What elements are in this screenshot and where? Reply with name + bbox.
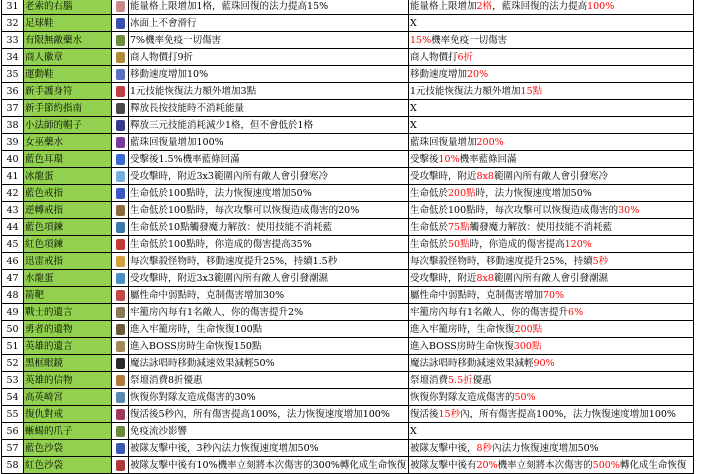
effect-text: 受擊後: [410, 153, 439, 165]
item-name: 紅色項鍊: [24, 236, 112, 253]
original-effect: 被隊友擊中後，3秒內法力恢復速度增加50%: [129, 440, 409, 457]
item-icon-cell: [112, 134, 129, 151]
sandbag-icon: [116, 460, 125, 471]
token-icon: [116, 375, 125, 386]
modified-effect: [409, 202, 694, 219]
changed-value: 6折: [457, 51, 474, 63]
item-name: 水龍蛋: [24, 270, 112, 287]
effect-text: 被隊友擊中後，: [410, 442, 477, 454]
item-icon-cell: [112, 355, 129, 372]
effect-text: X: [410, 119, 417, 131]
item-name: 藍色沙袋: [24, 440, 112, 457]
effect-text: 移動速度增加: [410, 68, 468, 80]
item-icon-cell: [112, 440, 129, 457]
item-icon-cell: [112, 287, 129, 304]
original-effect: 牢籠房內每有1名敵人，你的傷害提升2%: [129, 304, 409, 321]
modified-effect: [409, 355, 694, 372]
row-number: 31: [2, 0, 24, 15]
table-row: [2, 202, 694, 219]
row-number: 47: [2, 270, 24, 287]
table-row: [2, 168, 694, 185]
item-icon-cell: [112, 372, 129, 389]
effect-text: X: [410, 425, 417, 437]
table-row: [2, 304, 694, 321]
effect-text: 生命低於: [410, 238, 449, 250]
sandbag-icon: [116, 443, 125, 454]
original-effect: 魔法詠唱時移動減速效果減輕50%: [129, 355, 409, 372]
earring-icon: [116, 154, 125, 165]
item-icon-cell: [112, 423, 129, 440]
effect-text: 被隊友擊中後有: [410, 459, 477, 471]
modified-effect: [409, 287, 694, 304]
target-icon: [116, 290, 125, 301]
item-icon-cell: [112, 270, 129, 287]
original-effect: 每次擊殺怪物時，移動速度提升25%，持續1.5秒: [129, 253, 409, 270]
table-row: [2, 134, 694, 151]
item-name: 商人徽章: [24, 49, 112, 66]
effect-text: 範圍內所有敵人會引發寒冷: [493, 170, 608, 182]
item-icon-cell: [112, 185, 129, 202]
row-number: 36: [2, 83, 24, 100]
item-name: 女巫藥水: [24, 134, 112, 151]
modified-effect: [409, 321, 694, 338]
row-number: 56: [2, 423, 24, 440]
table-row: [2, 338, 694, 355]
table-row: [2, 236, 694, 253]
item-name: 逆轉戒指: [24, 202, 112, 219]
modified-effect: [409, 457, 694, 474]
effect-text: 受攻擊時，附近: [410, 170, 477, 182]
original-effect: 藍珠回復量增加100%: [129, 134, 409, 151]
original-effect: 祭壇消費8折優惠: [129, 372, 409, 389]
table-row: [2, 219, 694, 236]
relic-icon: [116, 324, 125, 335]
changed-value: 100%: [587, 0, 615, 12]
potion-icon: [116, 137, 125, 148]
table-row: [2, 440, 694, 457]
row-number: 41: [2, 168, 24, 185]
table-row: [2, 389, 694, 406]
item-name: 高英崎宮: [24, 389, 112, 406]
item-name: 老索的右腦: [24, 0, 112, 15]
item-table-body: [2, 0, 694, 474]
effect-text: ，藍珠回復的法力提高: [492, 0, 588, 12]
item-name: 黑框眼鏡: [24, 355, 112, 372]
modified-effect: [409, 304, 694, 321]
table-row: [2, 185, 694, 202]
hat-icon: [116, 120, 125, 131]
row-number: 44: [2, 219, 24, 236]
item-name: 有限無敵藥水: [24, 32, 112, 49]
row-number: 45: [2, 236, 24, 253]
original-effect: 釋放長按技能時不消耗能量: [129, 100, 409, 117]
scroll-icon: [116, 307, 125, 318]
item-icon-cell: [112, 338, 129, 355]
effect-text: 觸發魔力解放：使用技能不消耗藍: [469, 221, 613, 233]
row-number: 48: [2, 287, 24, 304]
effect-text: 生命低於: [410, 187, 449, 199]
table-row: [2, 423, 694, 440]
item-name: 新手節約指南: [24, 100, 112, 117]
ring-icon: [116, 205, 125, 216]
effect-text: 商人物價打: [410, 51, 458, 63]
changed-value: 15點: [520, 85, 543, 97]
item-name: 藍色戒指: [24, 185, 112, 202]
row-number: 57: [2, 440, 24, 457]
effect-text: 範圍內所有敵人會引發潮濕: [493, 272, 608, 284]
item-icon-cell: [112, 406, 129, 423]
row-number: 39: [2, 134, 24, 151]
effect-text: 恢復你對隊友造成傷害的: [410, 391, 515, 403]
modified-effect: [409, 440, 694, 457]
changed-value: 10%: [438, 153, 460, 165]
modified-effect: [409, 117, 694, 134]
table-row: [2, 270, 694, 287]
item-name: 冰龍蛋: [24, 168, 112, 185]
row-number: 35: [2, 66, 24, 83]
modified-effect: [409, 253, 694, 270]
modified-effect: [409, 49, 694, 66]
item-icon-cell: [112, 0, 129, 15]
changed-value: 8x8: [476, 170, 494, 182]
row-number: 58: [2, 457, 24, 474]
changed-value: 500%: [592, 459, 620, 471]
item-icon-cell: [112, 66, 129, 83]
effect-text: 屬性命中弱點時，克制傷害增加: [410, 289, 544, 301]
item-icon-cell: [112, 321, 129, 338]
item-icon-cell: [112, 389, 129, 406]
item-name: 英雄的遺言: [24, 338, 112, 355]
original-effect: 生命低於100點時，你造成的傷害提高35%: [129, 236, 409, 253]
table-row: [2, 66, 694, 83]
table-row: [2, 117, 694, 134]
effect-text: 魔法詠唱時移動減速效果減輕: [410, 357, 534, 369]
item-icon-cell: [112, 15, 129, 32]
row-number: 34: [2, 49, 24, 66]
item-name: 新手護身符: [24, 83, 112, 100]
item-name: 勇者的遺物: [24, 321, 112, 338]
original-effect: 生命低於10點觸發魔力解放：使用技能不消耗藍: [129, 219, 409, 236]
changed-value: 200點: [448, 187, 476, 199]
item-table: [1, 0, 694, 474]
changed-value: 20%: [467, 68, 489, 80]
modified-effect: [409, 270, 694, 287]
original-effect: 7%機率免疫一切傷害: [129, 32, 409, 49]
table-row: [2, 253, 694, 270]
changed-value: 8秒: [476, 442, 493, 454]
modified-effect: [409, 168, 694, 185]
modified-effect: [409, 15, 694, 32]
effect-text: X: [410, 17, 417, 29]
necklace-icon: [116, 239, 125, 250]
table-row: [2, 372, 694, 389]
effect-text: 內法力恢復速度增加50%: [492, 442, 599, 454]
effect-text: 牢籠房內每有1名敵人，你的傷害提升: [410, 306, 569, 318]
row-number: 49: [2, 304, 24, 321]
modified-effect: [409, 423, 694, 440]
modified-effect: [409, 185, 694, 202]
item-name: 戰士的遺言: [24, 304, 112, 321]
changed-value: 30%: [618, 204, 640, 216]
modified-effect: [409, 151, 694, 168]
brain-icon: [116, 1, 125, 12]
shrine-icon: [116, 392, 125, 403]
effect-text: 能量格上限增加: [410, 0, 477, 12]
scroll-icon: [116, 341, 125, 352]
ring-icon: [116, 256, 125, 267]
effect-text: 時，法力恢復速度增加50%: [475, 187, 592, 199]
row-number: 42: [2, 185, 24, 202]
ring-icon: [116, 409, 125, 420]
changed-value: 15%: [410, 34, 432, 46]
table-row: [2, 49, 694, 66]
row-number: 51: [2, 338, 24, 355]
effect-text: 生命低於: [410, 221, 449, 233]
book-icon: [116, 103, 125, 114]
item-icon-cell: [112, 32, 129, 49]
egg-icon: [116, 273, 125, 284]
modified-effect: [409, 66, 694, 83]
row-number: 38: [2, 117, 24, 134]
changed-value: 90%: [533, 357, 555, 369]
effect-text: 進入牢籠房時，生命恢復: [410, 323, 515, 335]
changed-value: 5秒: [592, 255, 609, 267]
glasses-icon: [116, 358, 125, 369]
item-icon-cell: [112, 457, 129, 474]
effect-text: 優惠: [472, 374, 492, 386]
changed-value: 75點: [448, 221, 470, 233]
original-effect: 受攻擊時，附近3x3範圍內所有敵人會引發寒冷: [129, 168, 409, 185]
shoe-icon: [116, 18, 125, 29]
table-row: [2, 406, 694, 423]
claw-icon: [116, 426, 125, 437]
row-number: 43: [2, 202, 24, 219]
table-row: [2, 15, 694, 32]
item-icon-cell: [112, 304, 129, 321]
effect-text: 復活後: [410, 408, 439, 420]
modified-effect: [409, 389, 694, 406]
modified-effect: [409, 372, 694, 389]
badge-icon: [116, 52, 125, 63]
original-effect: 受擊後1.5%機率藍條回滿: [129, 151, 409, 168]
row-number: 52: [2, 355, 24, 372]
effect-text: 祭壇消費: [410, 374, 449, 386]
item-name: 蜥蜴的爪子: [24, 423, 112, 440]
item-icon-cell: [112, 100, 129, 117]
row-number: 32: [2, 15, 24, 32]
row-number: 37: [2, 100, 24, 117]
modified-effect: [409, 0, 694, 15]
effect-text: 機率立刻將本次傷害的: [497, 459, 593, 471]
changed-value: 8x8: [476, 272, 494, 284]
changed-value: 70%: [543, 289, 565, 301]
original-effect: 進入牢籠房時，生命恢復100點: [129, 321, 409, 338]
item-name: 藍色項鍊: [24, 219, 112, 236]
table-row: [2, 32, 694, 49]
original-effect: 免疫流沙影響: [129, 423, 409, 440]
original-effect: 釋放三元技能消耗減少1格，但不會低於1格: [129, 117, 409, 134]
original-effect: 受攻擊時，附近3x3範圍內所有敵人會引發潮濕: [129, 270, 409, 287]
item-name: 小法師的帽子: [24, 117, 112, 134]
item-name: 足球鞋: [24, 15, 112, 32]
table-row: [2, 0, 694, 15]
item-name: 箭靶: [24, 287, 112, 304]
changed-value: 20%: [476, 459, 498, 471]
changed-value: 200%: [476, 136, 504, 148]
item-icon-cell: [112, 219, 129, 236]
item-name: 藍色耳環: [24, 151, 112, 168]
original-effect: 1元技能恢復法力額外增加3點: [129, 83, 409, 100]
effect-text: 每次擊殺怪物時，移動速度提升25%，持續: [410, 255, 593, 267]
original-effect: 移動速度增加10%: [129, 66, 409, 83]
item-icon-cell: [112, 83, 129, 100]
effect-text: X: [410, 102, 417, 114]
modified-effect: [409, 83, 694, 100]
modified-effect: [409, 100, 694, 117]
item-name: 復仇對戒: [24, 406, 112, 423]
table-row: [2, 83, 694, 100]
original-effect: 能量格上限增加1格，藍珠回復的法力提高15%: [129, 0, 409, 15]
table-row: [2, 151, 694, 168]
table-row: [2, 355, 694, 372]
modified-effect: [409, 338, 694, 355]
item-name: 英雄的信物: [24, 372, 112, 389]
effect-text: 藍珠回復量增加: [410, 136, 477, 148]
modified-effect: [409, 406, 694, 423]
changed-value: 50點: [448, 238, 470, 250]
row-number: 54: [2, 389, 24, 406]
effect-text: 內，所有傷害提高100%，法力恢復速度增加100%: [460, 408, 676, 420]
potion-icon: [116, 35, 125, 46]
original-effect: 復活後5秒內，所有傷害提高100%，法力恢復速度增加100%: [129, 406, 409, 423]
row-number: 53: [2, 372, 24, 389]
row-number: 50: [2, 321, 24, 338]
changed-value: 50%: [514, 391, 536, 403]
item-icon-cell: [112, 202, 129, 219]
effect-text: 轉化成生命恢復: [619, 459, 687, 471]
modified-effect: [409, 32, 694, 49]
original-effect: 被隊友擊中後有10%機率立刻將本次傷害的300%轉化成生命恢復: [129, 457, 409, 474]
egg-icon: [116, 171, 125, 182]
effect-text: 受攻擊時，附近: [410, 272, 477, 284]
original-effect: 生命低於100點時，法力恢復速度增加50%: [129, 185, 409, 202]
changed-value: 120%: [564, 238, 592, 250]
changed-value: 200點: [514, 323, 543, 335]
changed-value: 300點: [513, 340, 542, 352]
modified-effect: [409, 236, 694, 253]
amulet-icon: [116, 86, 125, 97]
effect-text: 1元技能恢復法力額外增加: [410, 85, 521, 97]
table-row: [2, 100, 694, 117]
item-name: 運動鞋: [24, 66, 112, 83]
effect-text: 機率免疫一切傷害: [431, 34, 508, 46]
table-row: [2, 287, 694, 304]
changed-value: 2格: [476, 0, 493, 12]
effect-text: 時，你造成的傷害提高: [469, 238, 565, 250]
item-name: 迅雷戒指: [24, 253, 112, 270]
changed-value: 5.5折: [448, 374, 473, 386]
item-icon-cell: [112, 253, 129, 270]
item-icon-cell: [112, 236, 129, 253]
item-icon-cell: [112, 49, 129, 66]
original-effect: 進入BOSS房時生命恢復150點: [129, 338, 409, 355]
row-number: 46: [2, 253, 24, 270]
ring-icon: [116, 188, 125, 199]
modified-effect: [409, 219, 694, 236]
necklace-icon: [116, 222, 125, 233]
original-effect: 冰面上不會滑行: [129, 15, 409, 32]
original-effect: 生命低於100點時，每次攻擊可以恢復造成傷害的20%: [129, 202, 409, 219]
effect-text: 生命低於100點時，每次攻擊可以恢復造成傷害的: [410, 204, 619, 216]
changed-value: 15秒: [438, 408, 461, 420]
effect-text: 進入BOSS房時生命恢復: [410, 340, 514, 352]
original-effect: 恢復你對隊友造成傷害的30%: [129, 389, 409, 406]
item-name: 紅色沙袋: [24, 457, 112, 474]
item-icon-cell: [112, 151, 129, 168]
original-effect: 商人物價打9折: [129, 49, 409, 66]
row-number: 33: [2, 32, 24, 49]
original-effect: 屬性命中弱點時，克制傷害增加30%: [129, 287, 409, 304]
sneaker-icon: [116, 69, 125, 80]
table-row: [2, 457, 694, 474]
item-icon-cell: [112, 117, 129, 134]
row-number: 40: [2, 151, 24, 168]
changed-value: 6%: [568, 306, 584, 318]
row-number: 55: [2, 406, 24, 423]
modified-effect: [409, 134, 694, 151]
item-icon-cell: [112, 168, 129, 185]
table-row: [2, 321, 694, 338]
effect-text: 機率藍條回滿: [459, 153, 517, 165]
